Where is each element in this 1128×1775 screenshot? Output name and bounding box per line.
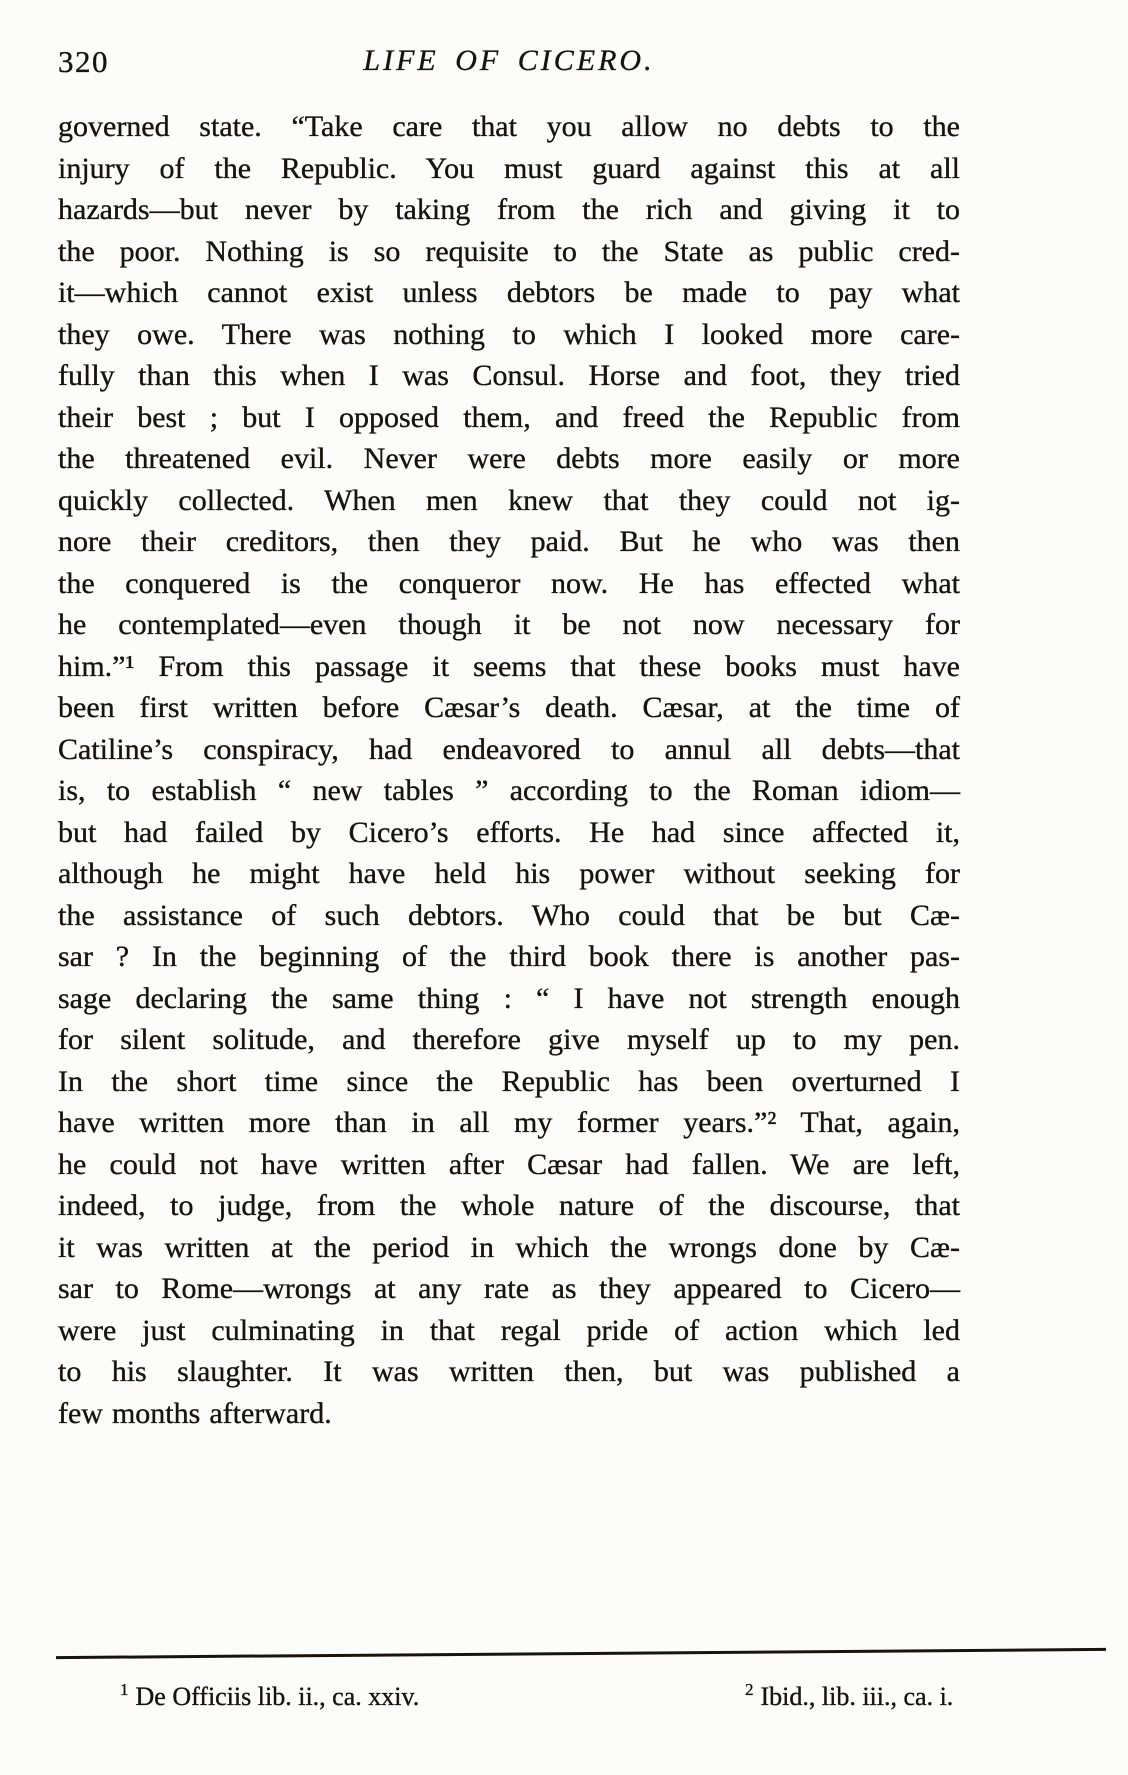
body-line: Catiline’s conspiracy, had endeavored to annul all debts—that (58, 732, 960, 766)
body-line: In the short time since the Republic has been overturned I (58, 1064, 960, 1098)
body-line: to his slaughter. It was written then, but was published a (58, 1355, 960, 1388)
body-line: the conquered is the conqueror now. He has effected what (58, 566, 960, 600)
footnote-divider (56, 1648, 1106, 1659)
body-line: nore their creditors, then they paid. But he who was then (58, 525, 960, 558)
footnote-1-marker: 1 (120, 1680, 129, 1700)
footnote-2 (745, 1682, 953, 1712)
body-line: injury of the Republic. You must guard against this at all (58, 151, 960, 185)
body-line: sage declaring the same thing : “ I have not strength enough (58, 981, 960, 1015)
running-title: LIFE OF CICERO. (363, 44, 655, 77)
body-text (58, 106, 960, 1434)
body-line: he contemplated—even though it be not now necessary for (58, 608, 960, 641)
body-line: sar to Rome—wrongs at any rate as they appeared to Cicero— (58, 1272, 960, 1305)
body-line: indeed, to judge, from the whole nature of the discourse, that (58, 1189, 960, 1222)
running-head (58, 42, 960, 80)
body-line: hazards—but never by taking from the rich and giving it to (58, 193, 960, 226)
footnote-2-marker: 2 (745, 1680, 754, 1700)
body-line: they owe. There was nothing to which I looked more care- (58, 317, 960, 351)
body-line: few months afterward. (58, 1396, 332, 1430)
body-line: although he might have held his power without seeking for (58, 857, 960, 890)
body-line: sar ? In the beginning of the third book there is another pas- (58, 940, 960, 973)
body-line: it—which cannot exist unless debtors be made to pay what (58, 276, 960, 309)
body-line: it was written at the period in which the wrongs done by Cæ- (58, 1230, 960, 1264)
footnote-1-text: De Officiis lib. ii., ca. xxiv. (135, 1682, 420, 1711)
body-line: for silent solitude, and therefore give myself up to my pen. (58, 1023, 960, 1056)
body-line: is, to establish “ new tables ” according to the Roman idiom— (58, 774, 960, 807)
body-line: the threatened evil. Never were debts more easily or more (58, 442, 960, 475)
body-line: their best ; but I opposed them, and freed the Republic from (58, 400, 960, 434)
body-line: been first written before Cæsar’s death. Cæsar, at the time of (58, 691, 960, 724)
footnotes (58, 1682, 1068, 1742)
body-line: he could not have written after Cæsar had fallen. We are left, (58, 1147, 960, 1181)
body-line: but had failed by Cicero’s efforts. He had since affected it, (58, 815, 960, 849)
body-line: the poor. Nothing is so requisite to the State as public cred- (58, 234, 960, 268)
footnote-2-text: Ibid., lib. iii., ca. i. (760, 1682, 954, 1711)
body-line: have written more than in all my former years.”² That, again, (58, 1106, 960, 1139)
body-line: governed state. “Take care that you allow no debts to the (58, 110, 960, 143)
body-line: quickly collected. When men knew that they could not ig- (58, 483, 960, 517)
footnote-1 (120, 1682, 419, 1712)
page-number: 320 (58, 44, 109, 79)
body-line: him.”¹ From this passage it seems that these books must have (58, 649, 960, 683)
body-line: the assistance of such debtors. Who could that be but Cæ- (58, 898, 960, 932)
body-line: fully than this when I was Consul. Horse and foot, they tried (58, 359, 960, 392)
body-line: were just culminating in that regal pride of action which led (58, 1313, 960, 1347)
